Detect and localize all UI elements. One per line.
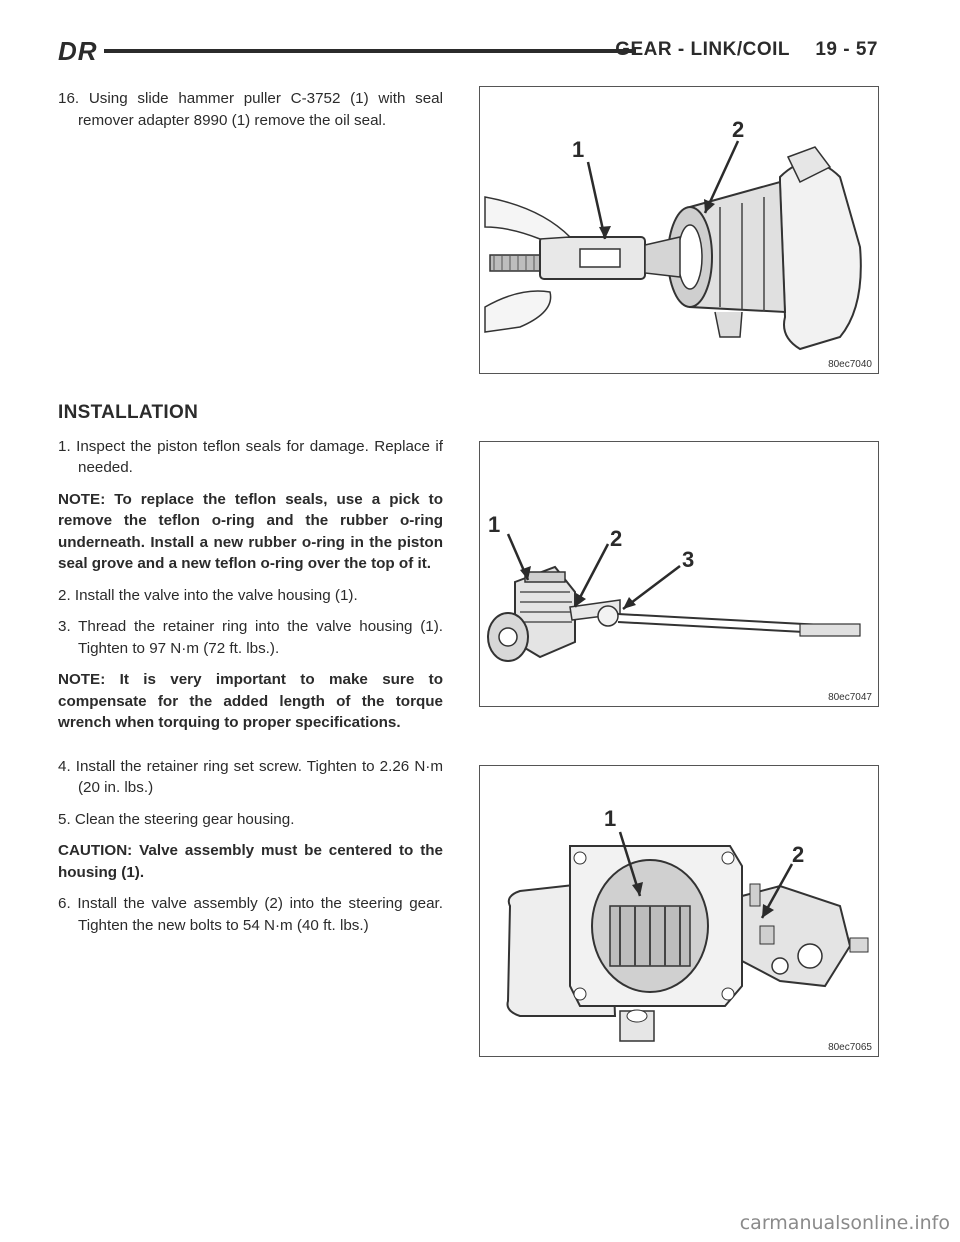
- callout-1: 1: [572, 137, 585, 162]
- installation-heading: INSTALLATION: [58, 402, 199, 423]
- callout-2: 2: [610, 526, 623, 551]
- section-title: GEAR - LINK/COIL: [615, 39, 790, 60]
- step-1: 1. Inspect the piston teflon seals for damage. Replace if needed.: [58, 437, 443, 476]
- step-6: 6. Install the valve assembly (2) into the steering gear. Tighten the new bolts to 54 N·m (40 ft. lbs.): [58, 895, 443, 934]
- valve-torque-illustration: [480, 442, 878, 706]
- callout-2: 2: [792, 842, 805, 867]
- page-header: [58, 36, 878, 66]
- figure-seal-removal: [479, 86, 879, 374]
- removal-text: [58, 88, 443, 141]
- header-rule: [104, 49, 636, 53]
- note-torque-wrench: NOTE: It is very important to make sure to compensate for the added length of the torque wrench when torquing to proper specifications.: [58, 671, 443, 731]
- seal-removal-illustration: [480, 87, 878, 373]
- callout-3: 3: [682, 547, 695, 572]
- callout-2: 2: [732, 117, 745, 142]
- page-number: 19 - 57: [815, 39, 878, 60]
- brand-label: DR: [58, 36, 98, 66]
- note-teflon-seals: NOTE: To replace the teflon seals, use a pick to remove the teflon o-ring and the rubber o-ring underneath. Install a new rubber o-ring in the piston seal grove and a new teflon o-ring over the top of it.: [58, 490, 443, 572]
- figure-code: 80ec7040: [828, 359, 872, 370]
- callout-1: 1: [604, 806, 617, 831]
- figure-valve-torque: [479, 441, 879, 707]
- figure-valve-assembly: [479, 765, 879, 1057]
- step-2: 2. Install the valve into the valve housing (1).: [58, 586, 358, 604]
- valve-assembly-illustration: [480, 766, 878, 1056]
- installation-text: [58, 402, 443, 946]
- step-5: 5. Clean the steering gear housing.: [58, 810, 295, 828]
- figure-code: 80ec7065: [828, 1042, 872, 1053]
- callout-1: 1: [488, 512, 501, 537]
- step-16: 16. Using slide hammer puller C-3752 (1) with seal remover adapter 8990 (1) remove the oil seal.: [58, 90, 443, 129]
- step-4: 4. Install the retainer ring set screw. Tighten to 2.26 N·m (20 in. lbs.): [58, 757, 443, 796]
- step-3: 3. Thread the retainer ring into the valve housing (1). Tighten to 97 N·m (72 ft. lbs.).: [58, 618, 443, 657]
- caution-valve: CAUTION: Valve assembly must be centered to the housing (1).: [58, 842, 443, 881]
- watermark: carmanualsonline.info: [739, 1212, 950, 1234]
- figure-code: 80ec7047: [828, 692, 872, 703]
